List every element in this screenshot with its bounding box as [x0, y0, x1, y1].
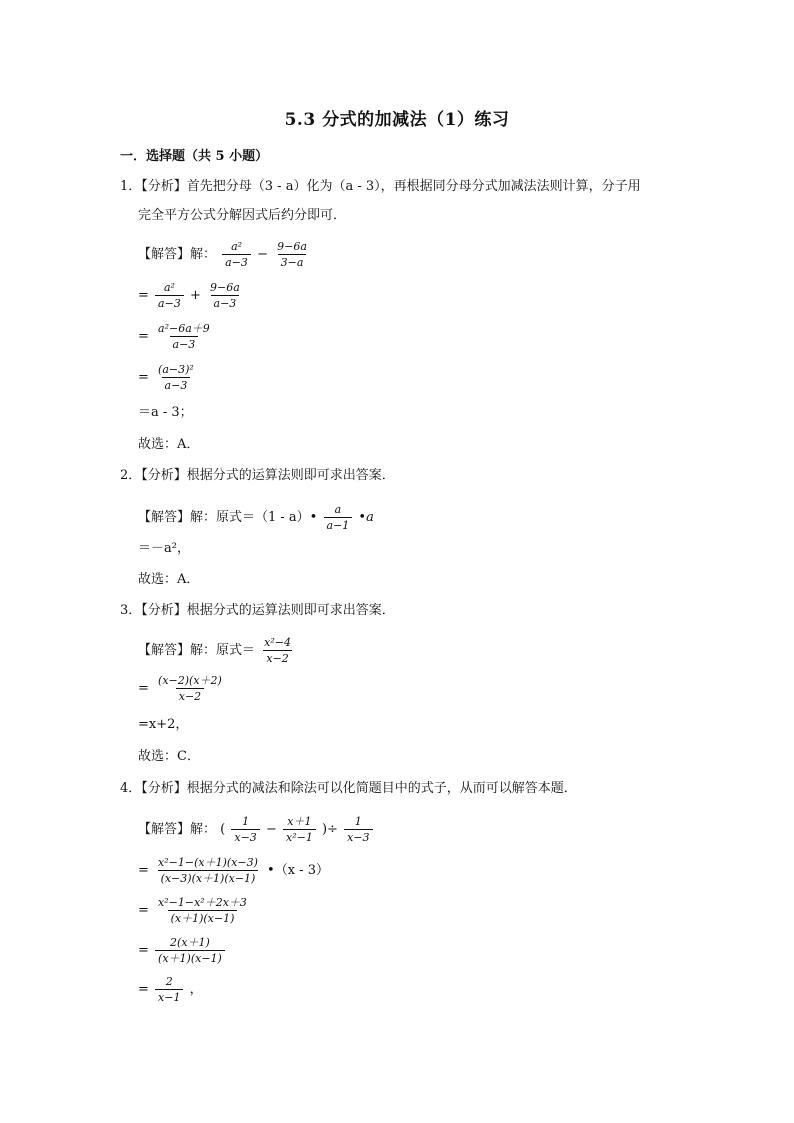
answer-label: 【解答】解：: [138, 822, 217, 837]
q1-analysis-line2: 完全平方公式分解因式后约分即可．: [138, 208, 347, 223]
q4-step4: = $\frac{2}{x-1}$ ，: [138, 975, 203, 1004]
section-heading: 一．选择题（共 5 小题）: [120, 149, 269, 164]
q1-choice: 故选：A．: [138, 437, 200, 452]
fraction: $\frac{2}{x-1}$: [155, 975, 183, 1004]
fraction: $\frac{2(x+1)}{(x+1)(x-1)}$: [155, 936, 225, 965]
q1-step1: = $\frac{\text{a²}}{a-3}$ + $\frac{9-6a}{a-3}$: [138, 281, 245, 310]
fraction: $\frac{\text{a²−6a＋9}}{a-3}$: [158, 322, 210, 351]
answer-label: 【解答】解：原式＝（1 - a）•: [138, 510, 318, 525]
answer-label: 【解答】解：原式＝: [138, 643, 256, 658]
fraction: $\frac{1}{x-3}$: [344, 815, 372, 844]
fraction: $\frac{\text{a²}}{a-3}$: [155, 281, 184, 310]
q1-answer-step0: 【解答】解： $\frac{\text{a²}}{a-3}$ − $\frac{9-6a}{3-a}$: [138, 240, 312, 269]
q2-answer: 【解答】解：原式＝（1 - a）• $\frac{a}{a-1}$ •a: [138, 503, 374, 532]
q2-choice: 故选：A．: [138, 572, 200, 587]
q4-step2: = $\frac{\text{x²−1−x²＋2x＋3}}{(x+1)(x-1)}$: [138, 896, 252, 925]
q2-step1: ＝－a²，: [138, 541, 190, 556]
fraction: $\frac{a}{a-1}$: [324, 503, 353, 532]
fraction: $\frac{x+1}{\text{x²−1}}$: [283, 815, 316, 844]
fraction: $\frac{\text{x²−4}}{x-2}$: [264, 636, 291, 665]
q3-step2: =x+2，: [138, 717, 189, 732]
fraction: $\frac{(x-2)(x+2)}{x-2}$: [158, 674, 222, 703]
fraction: $\frac{\text{x²−1−x²＋2x＋3}}{(x+1)(x-1)}$: [158, 896, 247, 925]
fraction: $\frac{9-6a}{a-3}$: [210, 281, 240, 310]
q1-step3: = $\frac{\text{(a−3)²}}{a-3}$: [138, 363, 199, 392]
q4-analysis: 4．【分析】根据分式的减法和除法可以化简题目中的式子，从而可以解答本题．: [120, 781, 577, 796]
q1-step4: ＝a - 3；: [138, 405, 193, 420]
fraction: $\frac{9-6a}{3-a}$: [277, 240, 307, 269]
q3-analysis: 3．【分析】根据分式的运算法则即可求出答案．: [120, 603, 395, 618]
q3-choice: 故选：C．: [138, 749, 200, 764]
answer-label: 【解答】解：: [138, 247, 217, 262]
q3-step1: = $\frac{(x-2)(x+2)}{x-2}$: [138, 674, 227, 703]
fraction: $\frac{1}{x-3}$: [231, 815, 259, 844]
q4-step3: = $\frac{2(x+1)}{(x+1)(x-1)}$: [138, 936, 227, 965]
q2-analysis: 2．【分析】根据分式的运算法则即可求出答案．: [120, 468, 395, 483]
q4-answer: 【解答】解： ( $\frac{1}{x-3}$ − $\frac{x+1}{\text{x²−1}}$ )÷ $\frac{1}{x-3}$: [138, 815, 375, 844]
q1-step2: = $\frac{\text{a²−6a＋9}}{a-3}$: [138, 322, 215, 351]
page-title: 5.3 分式的加减法（1）练习: [284, 110, 510, 130]
fraction: $\frac{\text{(a−3)²}}{a-3}$: [158, 363, 194, 392]
fraction: $\frac{\text{x²−1−(x＋1)(x−3)}}{(x-3)(x+1)(x-1)}$: [158, 856, 258, 885]
q1-analysis-line1: 1．【分析】首先把分母（3 - a）化为（a - 3），再根据同分母分式加减法法则计算，分子用: [120, 179, 641, 194]
fraction: $\frac{\text{a²}}{a-3}$: [222, 240, 251, 269]
q3-answer: [138, 636, 296, 665]
q4-step1: = $\frac{\text{x²−1−(x＋1)(x−3)}}{(x-3)(x+1)(x-1)}$ •（x - 3）: [138, 856, 329, 885]
